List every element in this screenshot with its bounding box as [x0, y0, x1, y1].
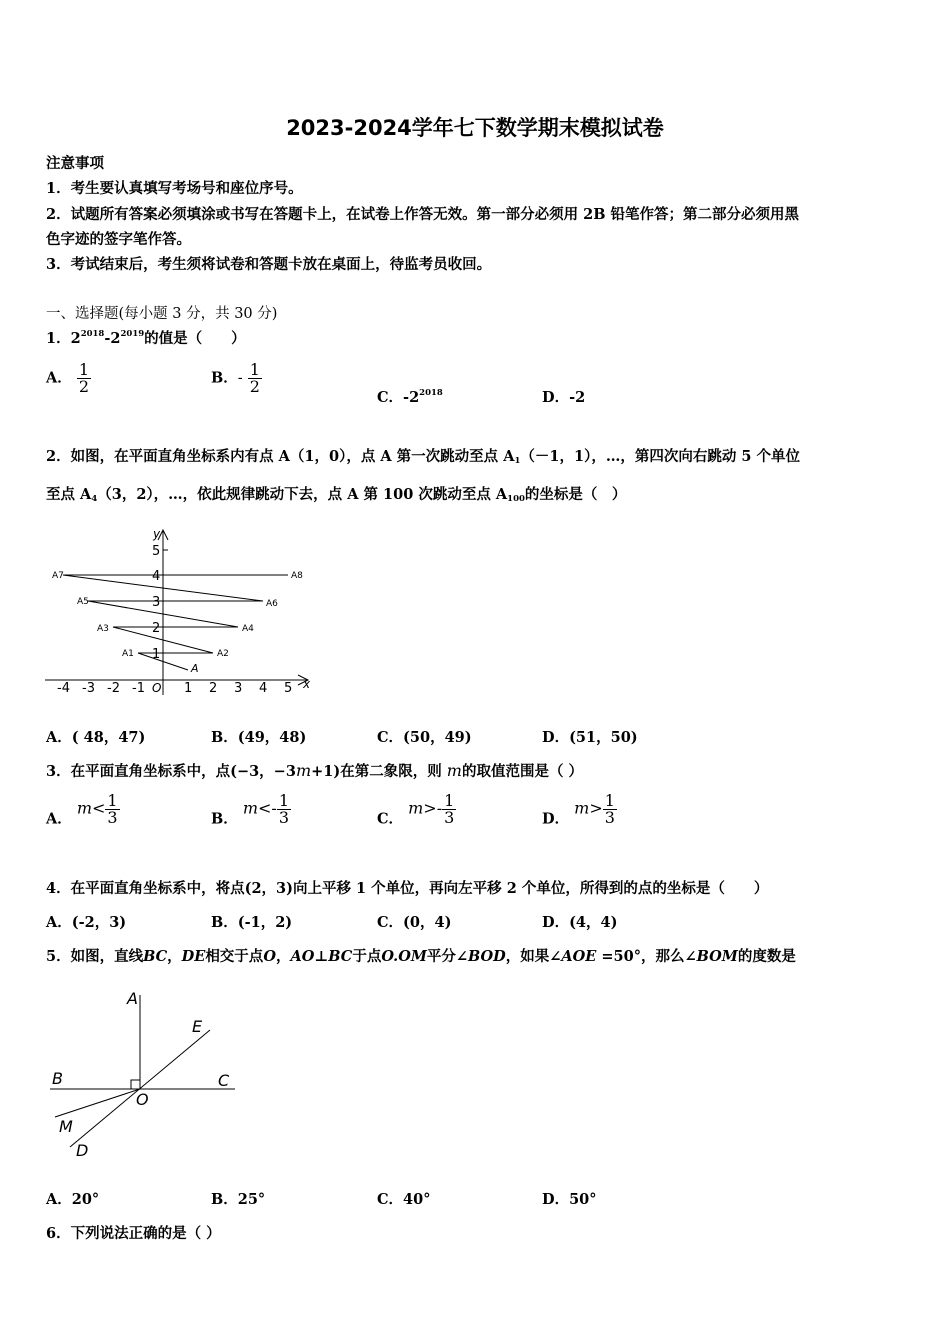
option-label: D． — [542, 389, 570, 406]
q5-option-b[interactable]: B．25° — [211, 1191, 266, 1208]
label-a: A — [127, 989, 138, 1008]
q1-option-d[interactable]: D．-2 — [542, 389, 586, 406]
point-a5: A5 — [77, 597, 89, 607]
question-4: 4．在平面直角坐标系中，将点(2，3)向上平移 1 个单位，再向左平移 2 个单位，所得到的点的坐标是（ ） — [46, 880, 769, 897]
q4-option-d[interactable]: D．(4，4) — [542, 914, 618, 931]
q1-option-b[interactable]: B．- $\frac{1}{2}$ — [211, 360, 260, 396]
y-tick-5: 5 — [152, 544, 161, 559]
notice-heading: 注意事项 — [46, 155, 104, 172]
fraction: $\frac{1}{3}$ — [278, 791, 289, 827]
q2-option-c[interactable]: C．(50，49) — [377, 729, 472, 746]
x-tick-neg2: -2 — [107, 681, 120, 696]
q4-option-b[interactable]: B．(-1，2) — [211, 914, 293, 931]
q1-minus: - — [104, 330, 111, 347]
q5-option-a[interactable]: A．20° — [46, 1191, 100, 1208]
label-o: O — [136, 1090, 149, 1109]
question-3: 3．在平面直角坐标系中，点(−3，−3m+1)在第二象限，则 m的取值范围是（ ） — [46, 761, 584, 780]
fraction: $\frac{1}{3}$ — [604, 791, 615, 827]
right-angle-mark — [131, 1080, 140, 1089]
x-axis-label: x — [303, 677, 311, 691]
notice-item-2: 2．试题所有答案必须填涂或书写在答题卡上，在试卷上作答无效。第一部分必须用 2B 铅笔作答；第二部分必须用黑 — [46, 206, 800, 223]
label-e: E — [192, 1017, 203, 1036]
label-c: C — [218, 1071, 230, 1090]
q5-option-d[interactable]: D．50° — [542, 1191, 597, 1208]
y-tick-1: 1 — [152, 647, 161, 662]
q1-exp1: 2018 — [80, 329, 105, 339]
q5-geometry-figure — [40, 985, 250, 1165]
q3-option-d[interactable]: D． m> $\frac{1}{3}$ — [542, 791, 615, 828]
label-d: D — [76, 1141, 89, 1160]
question-1 — [46, 327, 246, 348]
x-tick-5: 5 — [284, 681, 293, 696]
q4-option-c[interactable]: C．(0，4) — [377, 914, 452, 931]
point-a2: A2 — [217, 649, 229, 659]
point-a6: A6 — [266, 599, 278, 609]
y-tick-4: 4 — [152, 569, 161, 584]
x-tick-1: 1 — [184, 681, 193, 696]
option-label: B． — [211, 369, 238, 387]
q1-prefix: 1． — [46, 330, 71, 347]
point-a1: A1 — [122, 649, 134, 659]
fraction: $\frac{1}{3}$ — [107, 791, 118, 827]
fraction: $\frac{1}{2}$ — [78, 360, 90, 396]
question-5: 5．如图，直线BC，DE相交于点O，AO⊥BC于点O.OM平分∠BOD，如果∠AOE =50°，那么∠BOM的度数是 — [46, 948, 796, 965]
point-a4: A4 — [242, 624, 254, 634]
q1-suffix: 的值是（ ） — [144, 330, 246, 347]
q1-option-c[interactable]: C．$-2^{2018}$ — [377, 388, 443, 406]
q5-option-c[interactable]: C．40° — [377, 1191, 431, 1208]
x-tick-neg3: -3 — [82, 681, 95, 696]
q2-coordinate-graph — [40, 520, 320, 700]
y-tick-3: 3 — [152, 595, 161, 610]
q3-option-c[interactable]: C． m>- $\frac{1}{3}$ — [377, 791, 455, 828]
point-a7: A7 — [52, 571, 64, 581]
q1-option-a[interactable] — [46, 362, 91, 395]
fraction: $\frac{1}{2}$ — [249, 360, 260, 396]
option-label: A． — [46, 369, 72, 387]
y-tick-2: 2 — [152, 621, 161, 636]
q3-option-a[interactable]: A． m< $\frac{1}{3}$ — [46, 791, 118, 828]
origin-label: O — [152, 681, 162, 695]
option-label: C． — [377, 389, 404, 406]
x-tick-neg4: -4 — [57, 681, 70, 696]
x-tick-3: 3 — [234, 681, 243, 696]
x-tick-4: 4 — [259, 681, 268, 696]
q1-exp2: 2019 — [120, 329, 145, 339]
x-tick-2: 2 — [209, 681, 218, 696]
question-2-line-1: 2．如图，在平面直角坐标系内有点 A（1，0），点 A 第一次跳动至点 $A_1(-1$，1），…，第四次向右跳动 5 个单位 — [46, 448, 801, 466]
point-a3: A3 — [97, 624, 109, 634]
q2-option-a[interactable]: A．( 48，47) — [46, 729, 146, 746]
jump-path — [63, 575, 288, 670]
section-heading: 一、选择题(每小题 3 分，共 30 分) — [46, 306, 278, 322]
notice-item-1: 1．考生要认真填写考场号和座位序号。 — [46, 180, 303, 197]
question-2-line-2: 至点 $A_4(3$，2），…，依此规律跳动下去，点 A 第 100 次跳动至点 $A_{100}$的坐标是（ ） — [46, 486, 627, 504]
question-6: 6．下列说法正确的是（ ） — [46, 1225, 221, 1242]
y-axis-label: y — [153, 527, 161, 541]
notice-item-3: 3．考试结束后，考生须将试卷和答题卡放在桌面上，待监考员收回。 — [46, 256, 492, 273]
point-a8: A8 — [291, 571, 303, 581]
ray-om — [55, 1089, 140, 1117]
x-tick-neg1: -1 — [132, 681, 145, 696]
label-b: B — [52, 1069, 63, 1088]
page-title: 2023-2024学年七下数学期末模拟试卷 — [286, 116, 664, 140]
fraction: $\frac{1}{3}$ — [444, 791, 455, 827]
q2-option-d[interactable]: D．(51，50) — [542, 729, 638, 746]
point-a: A — [191, 662, 199, 675]
label-m: M — [59, 1117, 73, 1136]
q1-base1: 2 — [70, 330, 81, 347]
q4-option-a[interactable]: A．(-2，3) — [46, 914, 127, 931]
q1-base2: 2 — [110, 330, 121, 347]
q2-option-b[interactable]: B．(49，48) — [211, 729, 307, 746]
q3-option-b[interactable]: B． m<- $\frac{1}{3}$ — [211, 791, 289, 828]
notice-item-2-cont: 色字迹的签字笔作答。 — [46, 231, 191, 248]
